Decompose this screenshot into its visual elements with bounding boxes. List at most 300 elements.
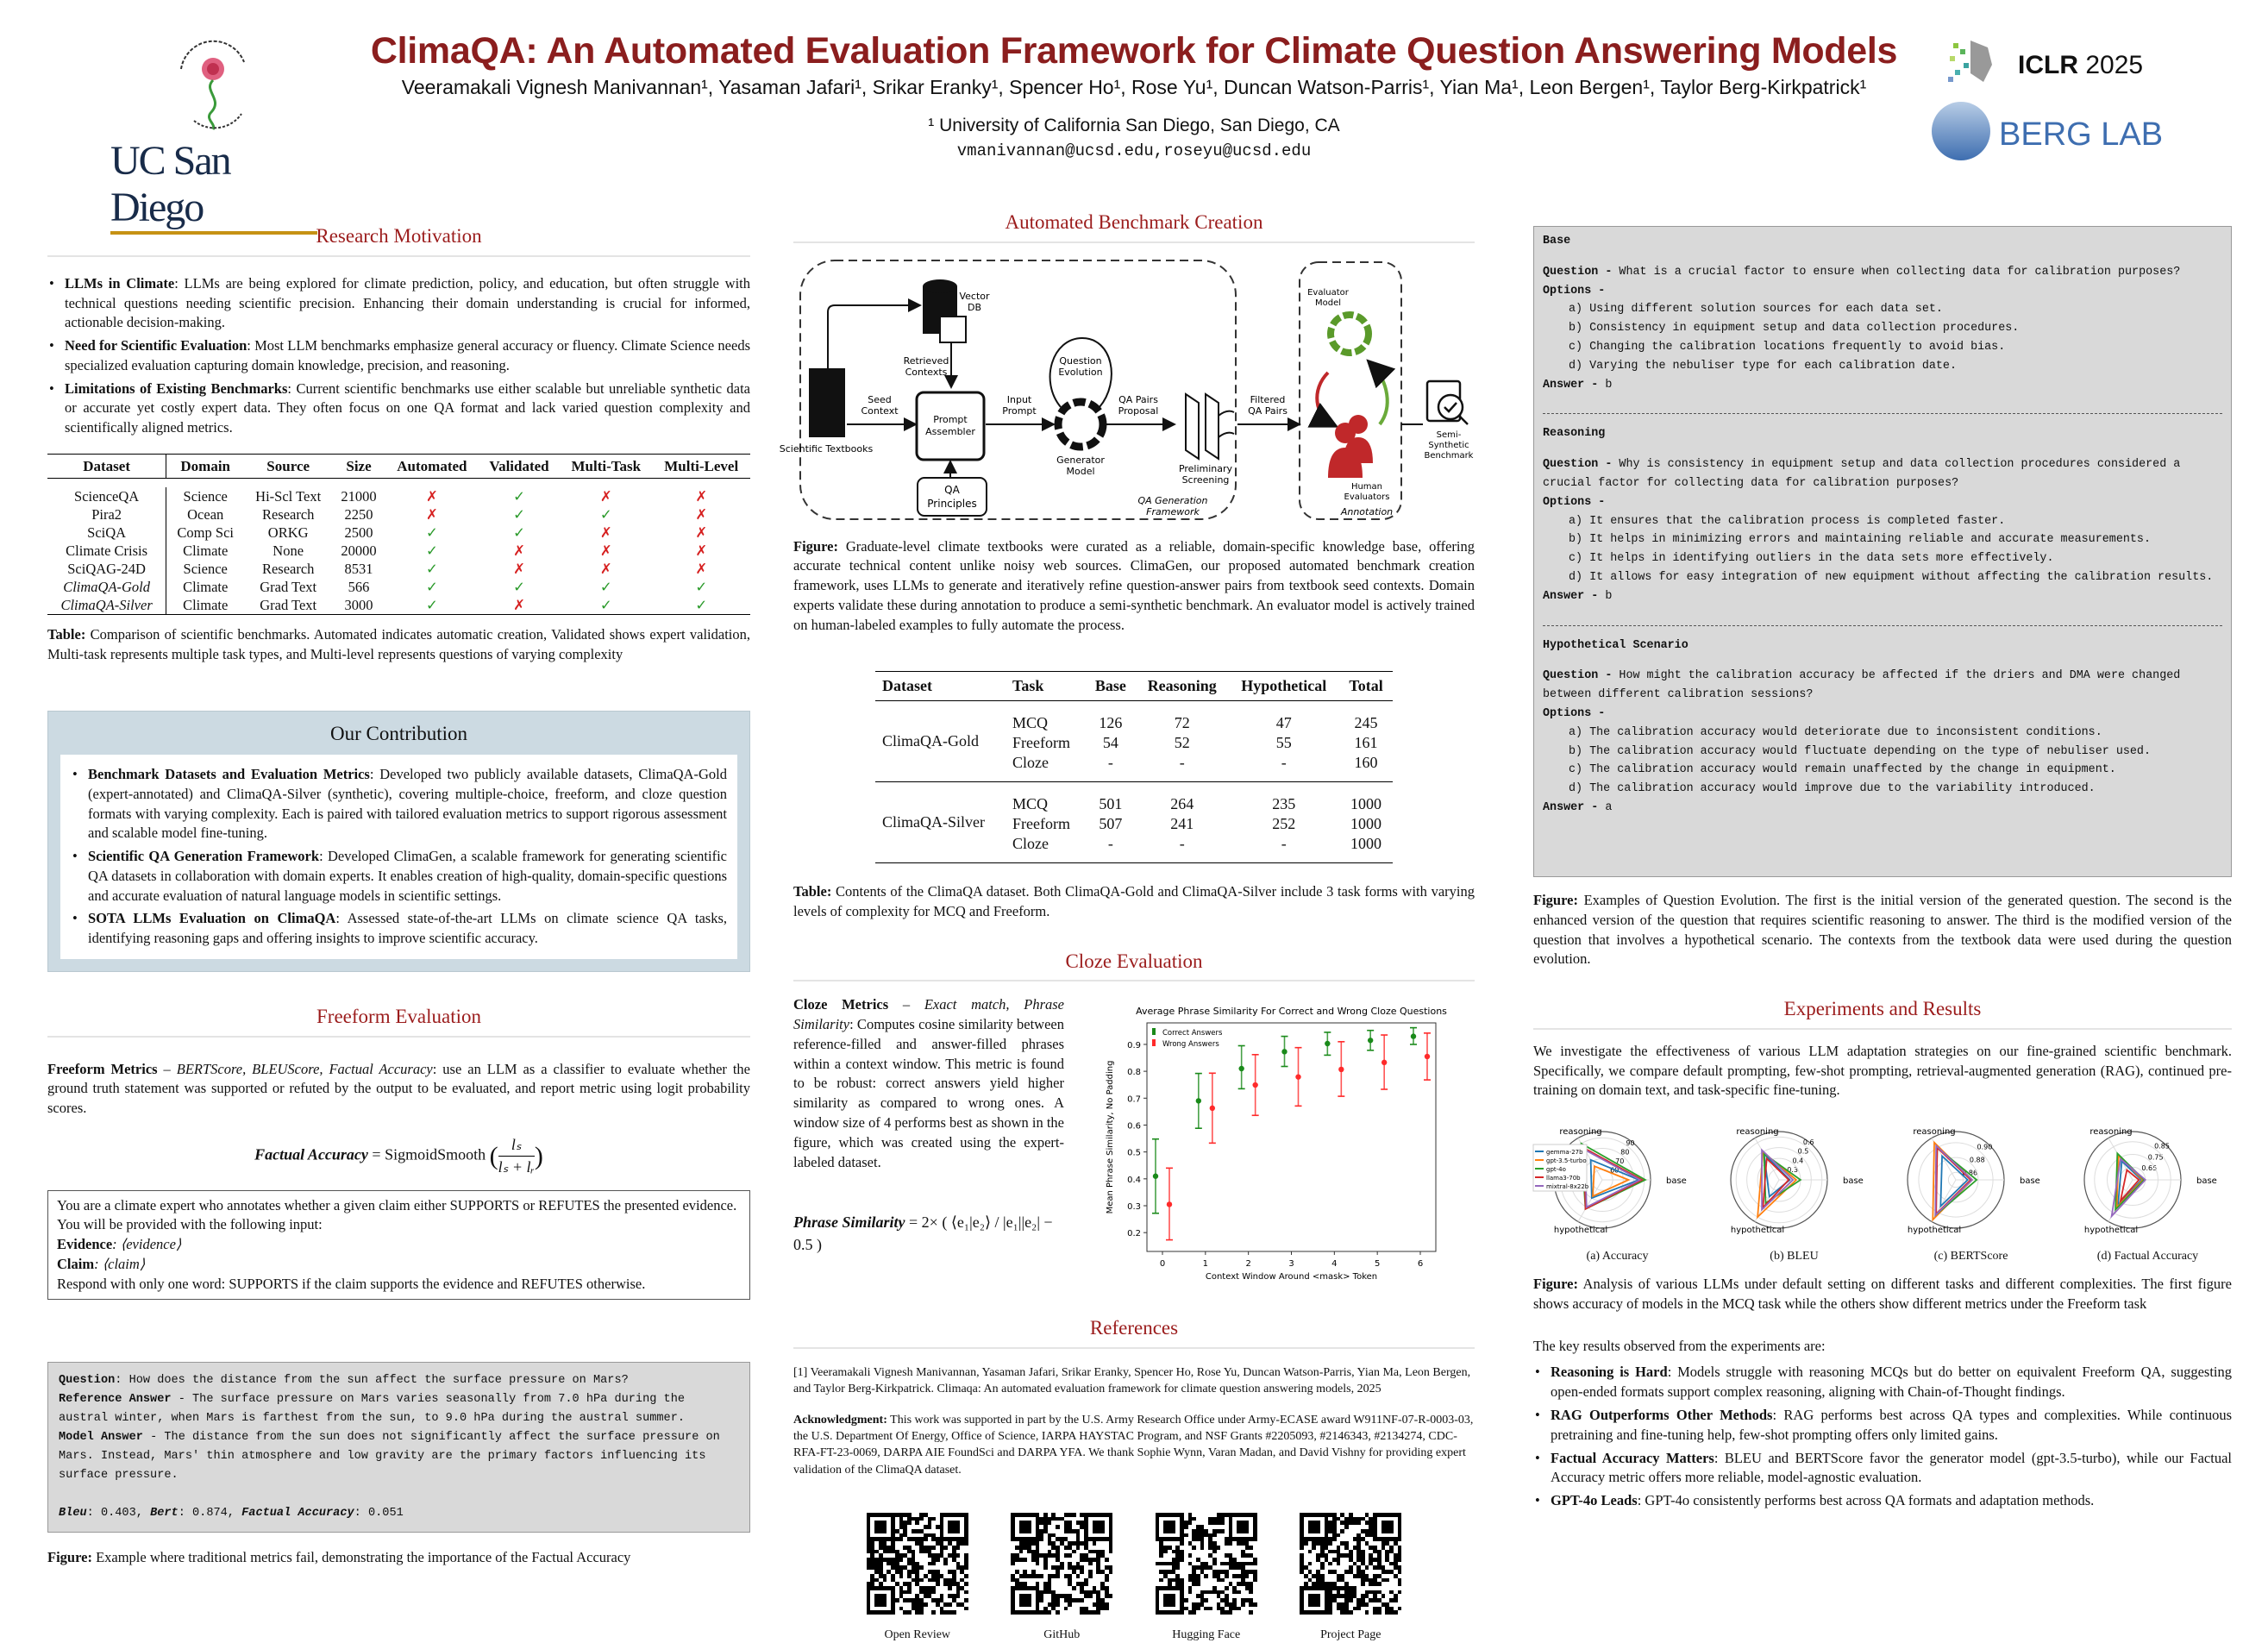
bullet-label: Factual Accuracy Matters (1551, 1449, 1714, 1466)
x-axis-label: Context Window Around <mask> Token (1205, 1272, 1378, 1282)
y-tick-label: 0.2 (1127, 1229, 1141, 1239)
label-qa-principles: QA (944, 483, 960, 496)
radar-axis-label: hypothetical (1553, 1226, 1608, 1236)
motivation-item (47, 379, 750, 438)
figure-caption-freeform: Figure: Example where traditional metrics fail, demonstrating the importance of the Factual Accuracy (47, 1549, 631, 1566)
error-bar-point-correct (1281, 1037, 1288, 1067)
error-bar-point-wrong (1166, 1169, 1173, 1240)
column-header: Task (1006, 672, 1086, 701)
table-cell: 126 (1099, 714, 1123, 732)
bullet-text: : RAG performs best across QA types and complexities. While continuous pretraining and fine-tuning help, few-shot prompting offers only limited gains. (1551, 1407, 2232, 1443)
screening-filter-icon (1186, 394, 1234, 459)
radar-axis-label: reasoning (1559, 1126, 1602, 1137)
y-tick-label: 0.4 (1127, 1176, 1141, 1186)
table-cell: Comp Sci (166, 524, 244, 542)
column-header: Dataset (47, 454, 166, 478)
radar-axis-label: base (1666, 1176, 1687, 1187)
bullet-label: Scientific QA Generation Framework (88, 848, 320, 865)
table-cell: 1000 (1350, 815, 1382, 833)
qr-label: Project Page (1320, 1628, 1381, 1642)
table-cell: ✗ (599, 560, 612, 577)
table-cell: Pira2 (91, 505, 122, 523)
table-cell: Science (166, 487, 244, 505)
table-cell: ✓ (599, 596, 612, 613)
table-cell: ✓ (425, 560, 438, 577)
bullet-label: RAG Outperforms Other Methods (1551, 1407, 1773, 1423)
table-cell: Ocean (166, 505, 244, 524)
table-cell: 1000 (1350, 835, 1382, 853)
question-text: How might the calibration accuracy be affected if the driers and DMA were changed between different calibration sessions? (1543, 669, 2181, 702)
radar-axis-label: hypothetical (1730, 1226, 1785, 1236)
table-cell: MCQ (1012, 795, 1049, 813)
figure-caption-evolution: Figure: Examples of Question Evolution. The first is the initial version of the generated question. The second is the enhanced version of the question that requires scientific reasoning to answer. The third is the modified version of the question that involves a hypothetical scenario. The contexts from the textbook data were used during the question evolution. (1533, 892, 2232, 968)
label-semi-synthetic-benchmark: Benchmark (1424, 450, 1474, 461)
label-retrieved-contexts: Contexts (905, 366, 948, 378)
option-item: d) Varying the nebuliser type for each calibration date. (1569, 359, 1957, 373)
legend-label: gpt-4o (1546, 1166, 1566, 1174)
x-tick-label: 1 (1202, 1259, 1209, 1270)
table-cell: ✗ (695, 542, 708, 559)
radar-panel (1533, 1113, 1701, 1264)
label-vector-db: DB (967, 301, 982, 313)
label-semi-synthetic-benchmark: Semi- (1436, 430, 1462, 440)
answer-label: Answer - (1543, 589, 1606, 603)
evolution-question (1543, 263, 2222, 282)
table-cell: Freeform (1012, 734, 1070, 752)
table-cell: ✗ (695, 560, 708, 577)
table-cell: ORKG (267, 524, 309, 541)
radar-axis-label: reasoning (1736, 1126, 1779, 1137)
radar-caption: (d) Factual Accuracy (2096, 1249, 2199, 1263)
column-header: Total (1339, 672, 1393, 701)
result-item (1533, 1406, 2232, 1445)
feedback-arrow-green (1371, 364, 1388, 424)
table-cell: 252 (1272, 815, 1296, 833)
radar-chart-2 (1887, 1113, 2055, 1242)
table-cell: ✗ (695, 487, 708, 505)
example-question: Question: How does the distance from the sun affect the surface pressure on Mars? (59, 1374, 629, 1388)
table-cell: 55 (1275, 734, 1292, 752)
table-cell: ✗ (425, 487, 438, 505)
bullet-label: SOTA LLMs Evaluation on ClimaQA (88, 910, 336, 927)
prompt-outro: Respond with only one word: SUPPORTS if the claim supports the evidence and REFUTES otherwise. (57, 1275, 646, 1292)
options-label: Options - (1543, 495, 1606, 509)
label-semi-synthetic-benchmark: Synthetic (1428, 440, 1469, 450)
table-cell: 20000 (341, 542, 377, 559)
radar-tick-label: 0.4 (1792, 1157, 1804, 1165)
radar-tick-label: 0.6 (1802, 1138, 1814, 1146)
label-human-evaluators: Human (1350, 481, 1383, 492)
motivation-item (47, 274, 750, 333)
spatiotemporal-ml-logo (160, 34, 263, 138)
radar-tick-label: 70 (1615, 1157, 1625, 1166)
question-label: Question - (1543, 458, 1620, 472)
table-cell: Freeform (1012, 815, 1070, 833)
options-label: Options - (1543, 706, 1606, 720)
table-cell: 161 (1354, 734, 1378, 752)
table-cell: 2250 (344, 505, 373, 523)
section-heading-references: References (793, 1314, 1475, 1349)
option-item: d) The calibration accuracy would improve due to the variability introduced. (1569, 782, 2096, 796)
radar-caption: (b) BLEU (1770, 1249, 1819, 1263)
radar-tick-label: 90 (1626, 1138, 1635, 1147)
error-bar-point-correct (1324, 1032, 1331, 1056)
legend-marker (1152, 1039, 1156, 1046)
bullet-label: Limitations of Existing Benchmarks (65, 379, 288, 397)
right-column (1533, 226, 2232, 1514)
error-bar-point-correct (1195, 1074, 1202, 1129)
bullet-label: Benchmark Datasets and Evaluation Metrics (88, 766, 370, 783)
table-cell: ClimaQA-Silver (60, 596, 153, 613)
y-tick-label: 0.8 (1127, 1068, 1141, 1078)
cloze-section (793, 995, 1475, 1314)
y-tick-label: 0.6 (1127, 1121, 1141, 1132)
label-qa-generation-framework: Framework (1146, 505, 1200, 517)
contribution-item (71, 909, 727, 949)
evolution-answer (1543, 376, 2222, 395)
section-heading-experiments: Experiments and Results (1533, 995, 2232, 1030)
dataset-name: ClimaQA-Gold (882, 732, 979, 750)
table-cell: 21000 (341, 487, 377, 505)
label-filtered-qa-pairs: QA Pairs (1248, 404, 1287, 417)
bullet-label: GPT-4o Leads (1551, 1492, 1638, 1509)
radar-caption: (c) BERTScore (1933, 1249, 2008, 1263)
table-cell: SciQA (87, 524, 127, 541)
bullet-text: : Developed two publicly available datasets, ClimaQA-Gold (expert-annotated) and ClimaQA-Silver (synthetic), covering multiple-choice, freeform, and cloze question formats with varying complexity. Each is paired with tailored evaluation metrics to support rigorous assessment and scalable model fine-tuning. (88, 766, 727, 842)
poster-title: ClimaQA: An Automated Evaluation Framework for Climate Question Answering Models (370, 30, 1898, 72)
label-prompt-assembler: Prompt (933, 413, 968, 425)
chart-title: Average Phrase Similarity For Correct and Wrong Cloze Questions (1136, 1006, 1447, 1018)
qr-code-icon (867, 1513, 968, 1615)
table-row (47, 487, 750, 505)
bullet-text: : Assessed state-of-the-art LLMs on climate science QA tasks, identifying reasoning gaps and offering insights to improve scientific accuracy. (88, 910, 727, 947)
evolution-answer (1543, 799, 2222, 818)
table-cell: ScienceQA (74, 487, 140, 505)
option-item: c) It helps in identifying outliers in the data sets more effectively. (1569, 552, 2054, 566)
radar-tick-label: 0.88 (1969, 1156, 1985, 1164)
table-cell: 241 (1170, 815, 1194, 833)
column-header: Source (244, 454, 332, 478)
radar-axis-label: base (2020, 1176, 2040, 1187)
option-item: a) It ensures that the calibration process is completed faster. (1569, 514, 2006, 528)
label-evaluator-model: Evaluator (1307, 287, 1349, 298)
bullet-text: : BLEU and BERTScore favor the generator model (gpt-3.5-turbo), while our Factual Accuracy metric offers more reliable, model-agnostic evaluation. (1551, 1449, 2232, 1486)
answer-label: Answer - (1543, 800, 1606, 814)
radar-tick-label: 60 (1610, 1166, 1620, 1175)
error-bar-point-correct (1152, 1139, 1159, 1213)
contribution-item (71, 765, 727, 843)
label-qa-pairs-proposal: Proposal (1118, 404, 1159, 417)
label-input-prompt: Input (1006, 393, 1032, 405)
table-cell: - (1281, 835, 1287, 853)
motivation-item (47, 336, 750, 376)
y-tick-label: 0.3 (1127, 1202, 1141, 1213)
label-seed-context: Seed (868, 393, 892, 405)
qa-generation-frame (800, 260, 1236, 519)
evolution-section-title: Base (1543, 235, 1571, 248)
qr-link-open-review[interactable] (867, 1513, 968, 1643)
radar-tick-label: 0.75 (2147, 1153, 2164, 1162)
section-divider (1543, 625, 2222, 626)
table-cell: ✗ (695, 524, 708, 541)
option-item: b) The calibration accuracy would fluctuate depending on the type of nebuliser used. (1569, 744, 2151, 758)
example-model-answer: Model Answer - The distance from the sun does not significantly affect the surface pressure on Mars. Instead, Mars' thin atmosphere and low gravity are the primary factors influencing its surface pressure. (59, 1431, 720, 1483)
radar-tick-label: 0.3 (1787, 1166, 1798, 1175)
error-bar-point-wrong (1252, 1055, 1259, 1115)
question-label: Question - (1543, 265, 1620, 279)
table-cell: Grad Text (260, 578, 317, 595)
human-evaluators-icon (1328, 415, 1373, 478)
y-axis-label: Mean Phrase Similarity, No Padding (1106, 1060, 1115, 1214)
table-cell: Climate Crisis (66, 542, 148, 559)
table-cell: Cloze (1012, 835, 1049, 853)
legend-label: mixtral-8x22b (1546, 1183, 1589, 1191)
table-cell: ✗ (599, 524, 612, 541)
table-row (47, 505, 750, 524)
generator-model-icon (1058, 402, 1103, 447)
qr-label: GitHub (1043, 1628, 1081, 1642)
table-cell: ✓ (425, 524, 438, 541)
table-cell: MCQ (1012, 714, 1049, 732)
berg-lab-label: BERG LAB (1999, 116, 2164, 153)
qr-link-github[interactable] (1011, 1513, 1112, 1643)
prompt-evidence: Evidence: ⟨evidence⟩ (57, 1236, 182, 1253)
radar-panel (1710, 1113, 1878, 1264)
column-header: Multi-Level (652, 454, 750, 478)
table-cell: 245 (1354, 714, 1378, 732)
table-cell: - (1228, 753, 1339, 782)
acknowledgment: Acknowledgment: This work was supported in part by the U.S. Army Research Office under Army-ECASE award W911NF-07-R-0003-03, the U.S. Department Of Energy, Office of Science, IARPA HAYSTAC Program, and NSF Grants #2205093, #2146343, #2134274, CDC-RFA-FT-23-0069, DARPA AIE FoundSci and DARPA YFA. We thank Sophie Wynn, Varan Madan, and David Vishny for providing expert validation of the ClimaQA dataset. (793, 1413, 1474, 1477)
label-question-evolution: Evolution (1058, 366, 1103, 378)
table-cell: 52 (1174, 734, 1190, 752)
column-header: Dataset (875, 672, 1006, 701)
option-item: c) Changing the calibration locations frequently to avoid bias. (1569, 340, 2006, 354)
table-cell: ✗ (599, 542, 612, 559)
example-reference: Reference Answer - The surface pressure on Mars varies seasonally from 7.0 hPa during the austral winter, when Mars is farthest from the sun, to 9.0 hPa during the austral summer. (59, 1393, 686, 1426)
results-intro: The key results observed from the experiments are: (1533, 1337, 1826, 1354)
table-cell: Climate (166, 578, 244, 596)
cloze-metrics-text: Cloze Metrics – Exact match, Phrase Similarity: Computes cosine similarity between reference-filled and answer-filled phrases within a context window. This metric is found to be robust: correct answers yield higher similarity as compared to wrong ones. A window size of 4 performs best as shown in the figure, which was created using the expert-labeled dataset. (793, 996, 1064, 1170)
bullet-text: : Current scientific benchmarks use either scalable but unreliable synthetic data or accurate yet costly expert data. They often focus on one QA format and lack varied question complexity and scientifically aligned metrics. (65, 379, 750, 436)
table-cell: 47 (1275, 714, 1292, 732)
table-cell: ✓ (425, 596, 438, 613)
evolution-question (1543, 455, 2222, 493)
question-text: Why is consistency in equipment setup and data collection procedures considered a crucial factor for collecting data for calibration purposes? (1543, 458, 2181, 490)
evolution-answer (1543, 587, 2222, 606)
table-cell: ✓ (513, 505, 525, 523)
table-cell: ✓ (599, 505, 612, 523)
label-qa-generation-framework: QA Generation (1137, 494, 1208, 506)
radar-tick-label: 0.90 (1977, 1143, 1993, 1151)
table-cell: 2500 (344, 524, 373, 541)
table-caption: Table: Comparison of scientific benchmarks. Automated indicates automatic creation, Validated shows expert validation, Multi-task represents multiple task types, and Multi-level represents questions of varying complexity (47, 625, 750, 662)
qr-code-icon (1300, 1513, 1401, 1615)
ucsd-logo: UC San Diego (110, 138, 317, 235)
contribution-item (71, 847, 727, 906)
column-header: Size (332, 454, 385, 478)
result-item (1533, 1363, 2232, 1402)
prompt-claim: Claim: ⟨claim⟩ (57, 1255, 146, 1272)
label-generator-model: Model (1066, 465, 1095, 477)
radar-tick-label: 0.5 (1797, 1147, 1809, 1156)
qr-code-row (793, 1513, 1475, 1643)
section-heading-benchmark: Automated Benchmark Creation (793, 209, 1475, 243)
dataset-name: ClimaQA-Silver (875, 782, 1006, 863)
column-header: Base (1086, 672, 1136, 701)
error-bar-point-correct (1238, 1046, 1245, 1089)
x-tick-label: 2 (1245, 1259, 1251, 1270)
error-bar-point-correct (1410, 1028, 1417, 1044)
error-bar-point-correct (1367, 1031, 1374, 1050)
section-heading-freeform: Freeform Evaluation (47, 1003, 750, 1038)
radar-tick-label: 0.85 (2154, 1142, 2170, 1151)
table-cell: ✓ (425, 578, 438, 595)
iclr-logo-graphic (1945, 39, 1996, 86)
options-label: Options - (1543, 284, 1606, 298)
bullet-text: : Most LLM benchmarks emphasize general accuracy or fluency. Climate Science needs specialized evaluation capturing domain knowledge, precision, and reasoning. (65, 337, 750, 373)
table-cell: ✓ (695, 596, 708, 613)
column-header: Automated (385, 454, 479, 478)
radar-panel (2064, 1113, 2232, 1264)
freeform-metrics-text: Freeform Metrics – BERTScore, BLEUScore, Factual Accuracy: use an LLM as a classifier to evaluate whether the ground truth statement was supported or refuted by the output to be evaluated, and report metric using logit probability scores. (47, 1060, 751, 1117)
contribution-list (71, 765, 727, 949)
radar-caption: (a) Accuracy (1586, 1249, 1649, 1263)
table-cell: 54 (1102, 734, 1118, 752)
legend-label: gemma-27b (1546, 1149, 1583, 1157)
table-cell: 160 (1339, 753, 1393, 782)
table-cell: - (1136, 753, 1228, 782)
radar-chart-1 (1710, 1113, 1878, 1242)
table-cell: ✓ (599, 578, 612, 595)
answer-value: a (1605, 800, 1613, 814)
table-cell: 501 (1099, 795, 1123, 813)
legend-label: Wrong Answers (1162, 1040, 1219, 1050)
qr-label: Open Review (884, 1628, 951, 1642)
evaluator-model-icon (1331, 315, 1369, 353)
label-evaluator-model: Model (1314, 298, 1342, 308)
column-header: Multi-Task (560, 454, 652, 478)
table-cell: ✗ (513, 560, 525, 577)
label-filtered-qa-pairs: Filtered (1250, 393, 1286, 405)
table-cell: 235 (1272, 795, 1296, 813)
table-row (47, 560, 750, 578)
example-scores: Bleu: 0.403, Bert: 0.874, Factual Accuracy: 0.051 (59, 1507, 404, 1521)
result-item (1533, 1491, 2232, 1511)
radar-axis-label: base (1843, 1176, 1864, 1187)
label-human-evaluators: Evaluators (1344, 492, 1390, 502)
radar-axis-label: base (2196, 1176, 2217, 1187)
answer-value: b (1605, 378, 1613, 392)
bullet-text: : Models struggle with reasoning MCQs but do better on equivalent Freeform QA, suggesting open-ended formats support complex reasoning, aligning with Chain-of-Thought findings. (1551, 1364, 2233, 1401)
qr-code-icon (1156, 1513, 1257, 1615)
qr-link-hugging-face[interactable] (1156, 1513, 1257, 1643)
table-cell: 1000 (1350, 795, 1382, 813)
legend-marker (1152, 1028, 1156, 1035)
table-cell: Climate (166, 596, 244, 615)
vector-db-icon (923, 279, 966, 342)
table-cell: ✓ (695, 578, 708, 595)
qr-code-icon (1011, 1513, 1112, 1615)
table-cell: Research (261, 505, 315, 523)
option-item: c) The calibration accuracy would remain unaffected by the change in equipment. (1569, 763, 2116, 777)
table-cell: ✗ (425, 505, 438, 523)
table-row (47, 524, 750, 542)
question-text: What is a crucial factor to ensure when collecting data for calibration purposes? (1619, 265, 2181, 279)
radar-axis-label: reasoning (1913, 1126, 1956, 1137)
table-caption-contents: Table: Contents of the ClimaQA dataset. Both ClimaQA-Gold and ClimaQA-Silver include 3 task forms with varying levels of complexity for MCQ and Freeform. (793, 883, 1475, 919)
evolution-section-title: Hypothetical Scenario (1543, 638, 1688, 652)
phrase-similarity-formula: Phrase Similarity = 2× ( ⟨e₁|e₂⟩ / |e₁||e₂| − 0.5 ) (793, 1213, 1053, 1254)
y-tick-label: 0.5 (1127, 1149, 1141, 1159)
table-cell: Climate (166, 542, 244, 560)
bullet-label: Reasoning is Hard (1551, 1364, 1668, 1381)
table-cell: 264 (1170, 795, 1194, 813)
qr-link-project-page[interactable] (1300, 1513, 1401, 1643)
option-item: b) It helps in minimizing errors and maintaining reliable and accurate measurements. (1569, 533, 2151, 547)
results-list (1533, 1363, 2232, 1510)
table-cell: ✗ (513, 596, 525, 613)
error-bar-point-wrong (1338, 1042, 1344, 1096)
table-cell: 3000 (344, 596, 373, 613)
bullet-label: Need for Scientific Evaluation (65, 337, 247, 354)
label-preliminary-screening: Screening (1181, 473, 1230, 486)
prompt-intro: You are a climate expert who annotates whether a given claim either SUPPORTS or REFUTES the presented evidence. You will be provided with the following input: (57, 1196, 737, 1233)
table-row (875, 782, 1393, 815)
table-row (47, 542, 750, 560)
x-tick-label: 5 (1374, 1259, 1381, 1270)
table-row (47, 578, 750, 596)
legend-label: gpt-3.5-turbo (1546, 1157, 1587, 1165)
table-cell: Science (166, 560, 244, 578)
table-cell: SciQAG-24D (67, 560, 146, 577)
bullet-label: LLMs in Climate (65, 274, 175, 292)
bullet-text: : GPT-4o consistently performs best across QA formats and adaptation methods. (1637, 1492, 2095, 1509)
table-cell: ✓ (513, 524, 525, 541)
bullet-text: : LLMs are being explored for climate prediction, policy, and education, but often struggle with technical questions needing scientific precision. Enhancing their domain understanding is crucial for informed, actionable decision-making. (65, 274, 750, 331)
benchmark-comparison-table (47, 454, 750, 615)
radar-tick-label: 80 (1620, 1148, 1630, 1157)
section-heading-cloze: Cloze Evaluation (793, 948, 1475, 982)
evolution-question (1543, 667, 2222, 705)
table-cell: ✓ (425, 542, 438, 559)
table-cell: ClimaQA-Gold (63, 578, 151, 595)
radar-tick-label: 0.65 (2141, 1164, 2158, 1173)
table-cell: - (1179, 835, 1185, 853)
evolution-section-title: Reasoning (1543, 427, 1606, 441)
radar-tick-label: 0.86 (1962, 1169, 1978, 1177)
x-tick-label: 0 (1159, 1259, 1166, 1270)
error-bar-point-wrong (1381, 1035, 1388, 1089)
label-input-prompt: Prompt (1002, 404, 1037, 417)
option-item: a) The calibration accuracy would deteriorate due to inconsistent conditions. (1569, 725, 2102, 739)
radar-charts (1533, 1113, 2232, 1264)
table-cell: 566 (348, 578, 370, 595)
freeform-example-box (47, 1362, 750, 1533)
table-cell: 507 (1099, 815, 1123, 833)
section-heading-motivation: Research Motivation (47, 223, 750, 257)
error-bar-point-wrong (1295, 1048, 1302, 1107)
middle-column (779, 209, 1475, 1643)
column-header: Validated (479, 454, 560, 478)
radar-axis-label: reasoning (2089, 1126, 2133, 1137)
question-label: Question - (1543, 669, 1620, 683)
label-retrieved-contexts: Retrieved (903, 354, 949, 367)
qr-label: Hugging Face (1172, 1628, 1241, 1642)
factual-accuracy-formula: Factual Accuracy = SigmoidSmooth ( $\frac{\text{lₛ}}{\text{lₛ + lᵣ}}$ ) (254, 1136, 543, 1176)
experiments-intro: We investigate the effectiveness of various LLM adaptation strategies on our fine-grained scientific benchmark. Specifically, we compare default prompting, few-shot prompting, retrieval-augmented generation (RAG), continued pre-training on domain text, and task-specific fine-tuning. (1533, 1042, 2232, 1099)
answer-label: Answer - (1543, 378, 1606, 392)
label-annotation: Annotation (1340, 505, 1394, 517)
